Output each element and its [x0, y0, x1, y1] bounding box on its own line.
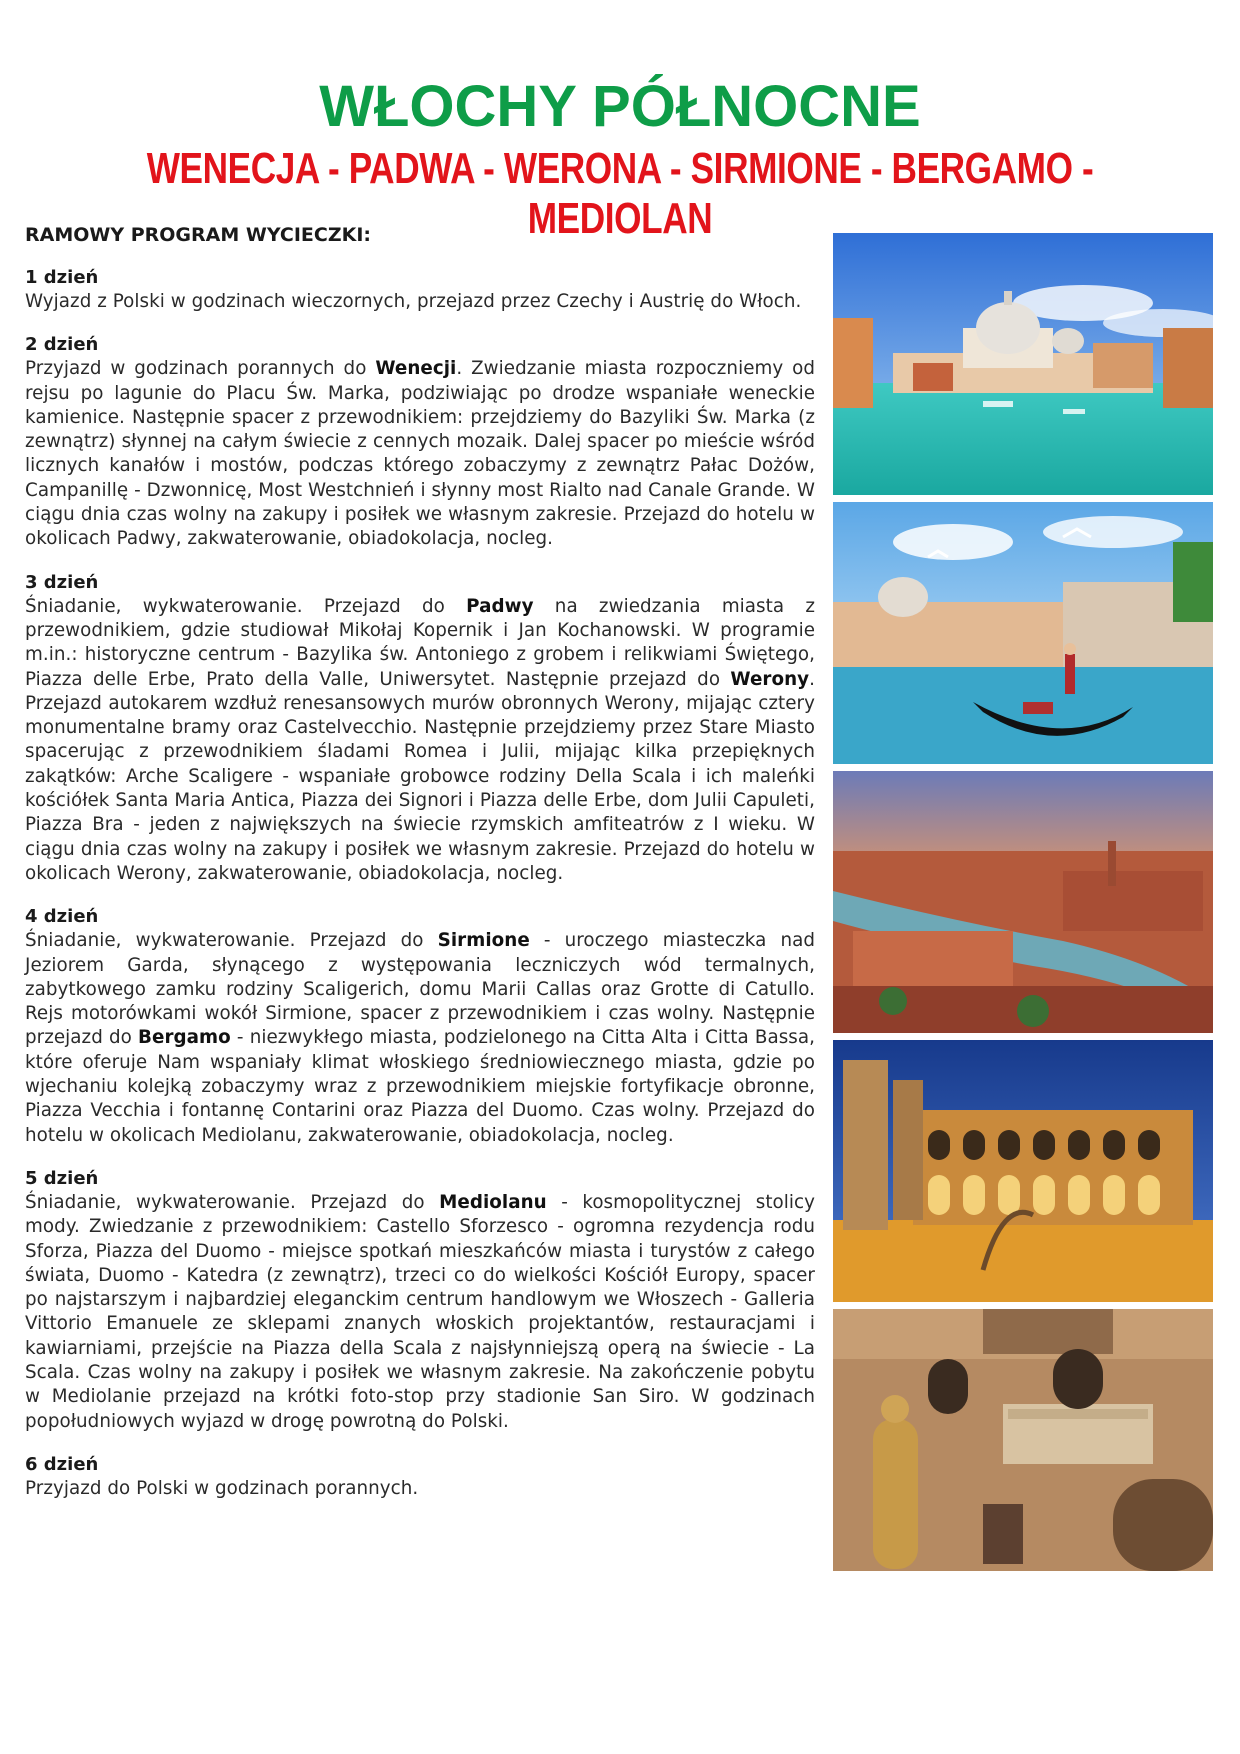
- day-5: [25, 1167, 815, 1434]
- day-3: [25, 571, 815, 887]
- city-name: Bergamo: [138, 1027, 231, 1049]
- day-6: [25, 1453, 815, 1501]
- day-description: Śniadanie, wykwaterowanie. Przejazd do Sirmione - uroczego miasteczka nad Jeziorem Garda, słynącego z występowania leczniczych wód termalnych, zabytkowego zamku rodziny Scaligerich, domu Marii Callas oraz Grotte di Catullo. Rejs motorówkami wokół Sirmione, spacer z przewodnikiem i czas wolny. Następnie przejazd do Bergamo - niezwykłego miasta, podzielonego na Citta Alta i Citta Bassa, które oferuje Nam wspaniały klimat włoskiego średniowiecznego miasta, gdzie po wjechaniu kolejką zobaczymy wraz z przewodnikiem miejskie fortyfikacje obronne, Piazza Vecchia i fontannę Contarini oraz Piazza del Duomo. Czas wolny. Przejazd do hotelu w okolicach Mediolanu, zakwaterowanie, obiadokolacja, nocleg.: [25, 930, 815, 1146]
- city-name: Wenecji: [375, 358, 457, 380]
- city-name: Mediolanu: [439, 1191, 547, 1213]
- verona-arena-photo: [833, 1040, 1213, 1302]
- city-name: Sirmione: [437, 930, 530, 952]
- day-title: 5 dzień: [25, 1167, 99, 1189]
- day-1: [25, 266, 815, 314]
- day-description: Śniadanie, wykwaterowanie. Przejazd do Padwy na zwiedzania miasta z przewodnikiem, gdzie studiował Mikołaj Kopernik i Jan Kochanowski. W programie m.in.: historyczne centrum - Bazylika św. Antoniego z grobem i relikwiami Świętego, Piazza delle Erbe, Prato della Valle, Uniwersytet. Następnie przejazd do Werony. Przejazd autokarem wzdłuż renesansowych murów obronnych Werony, mijając cztery monumentalne bramy oraz Castelvecchio. Następnie przejdziemy przez Stare Miasto spacerując z przewodnikiem śladami Romea i Julii, mijając kilka przepięknych zakątków: Arche Scaligere - wspaniałe grobowce rodziny Della Scala i ich maleńki kościółek Santa Maria Antica, Piazza dei Signori i Piazza delle Erbe, dom Julii Capuleti, Piazza Bra - jeden z największych na świecie rzymskich amfiteatrów z I wieku. W ciągu dnia czas wolny na zakupy i posiłek we własnym zakresie. Przejazd do hotelu w okolicach Werony, zakwaterowanie, obiadokolacja, nocleg.: [25, 595, 815, 884]
- day-title: 3 dzień: [25, 571, 99, 593]
- program-section: [25, 222, 815, 1520]
- city-name: Werony: [730, 668, 810, 690]
- juliet-balcony-photo: [833, 1309, 1213, 1571]
- day-description: Śniadanie, wykwaterowanie. Przejazd do Mediolanu - kosmopolitycznej stolicy mody. Zwiedzanie z przewodnikiem: Castello Sforzesco - ogromna rezydencja rodu Sforza, Piazza del Duomo - miejsce spotkań mieszkańców miasta i turystów z całego świata, Duomo - Katedra (z zewnątrz), trzeci co do wielkości Kościół Europy, spacer po najstarszym i najbardziej eleganckim centrum handlowym we Włoszech - Galleria Vittorio Emanuele ze sklepami znanych włoskich projektantów, restauracjami i kawiarniami, przejście na Piazza della Scala z najsłynniejszą operą na świecie - La Scala. Czas wolny na zakupy i posiłek we własnym zakresie. Na zakończenie pobytu w Mediolanie przejazd na krótki foto-stop przy stadionie San Siro. W godzinach popołudniowych wyjazd w drogę powrotną do Polski.: [25, 1191, 815, 1432]
- day-description: Przyjazd do Polski w godzinach porannych.: [25, 1477, 419, 1499]
- page-title: WŁOCHY PÓŁNOCNE: [319, 74, 921, 139]
- program-heading: RAMOWY PROGRAM WYCIECZKI:: [25, 224, 372, 246]
- verona-aerial-photo: [833, 771, 1213, 1033]
- page-subtitle: WENECJA - PADWA - WERONA - SIRMIONE - BERGAMO - MEDIOLAN: [146, 144, 1094, 243]
- day-title: 4 dzień: [25, 906, 99, 928]
- photo-column: [833, 233, 1213, 1578]
- venice-canal-photo: [833, 233, 1213, 495]
- day-2: [25, 333, 815, 551]
- day-description: Przyjazd w godzinach porannych do Wenecji. Zwiedzanie miasta rozpoczniemy od rejsu po lagunie do Placu Św. Marka, podziwiając po drodze wspaniałe weneckie kamienice. Następnie spacer z przewodnikiem: przejdziemy do Bazyliki Św. Marka (z zewnątrz) słynnej na całym świecie z cennych mozaik. Dalej spacer po mieście wśród licznych kanałów i mostów, podczas którego zobaczymy z zewnątrz Pałac Dożów, Campanillę - Dzwonnicę, Most Westchnień i słynny most Rialto nad Canale Grande. W ciągu dnia czas wolny na zakupy i posiłek we własnym zakresie. Przejazd do hotelu w okolicach Padwy, zakwaterowanie, obiadokolacja, nocleg.: [25, 358, 815, 550]
- day-title: 6 dzień: [25, 1453, 99, 1475]
- day-description: Wyjazd z Polski w godzinach wieczornych, przejazd przez Czechy i Austrię do Włoch.: [25, 291, 802, 312]
- day-title: 2 dzień: [25, 334, 99, 356]
- day-title: 1 dzień: [25, 267, 99, 288]
- city-name: Padwy: [466, 595, 534, 617]
- venice-gondola-photo: [833, 502, 1213, 764]
- day-4: [25, 905, 815, 1148]
